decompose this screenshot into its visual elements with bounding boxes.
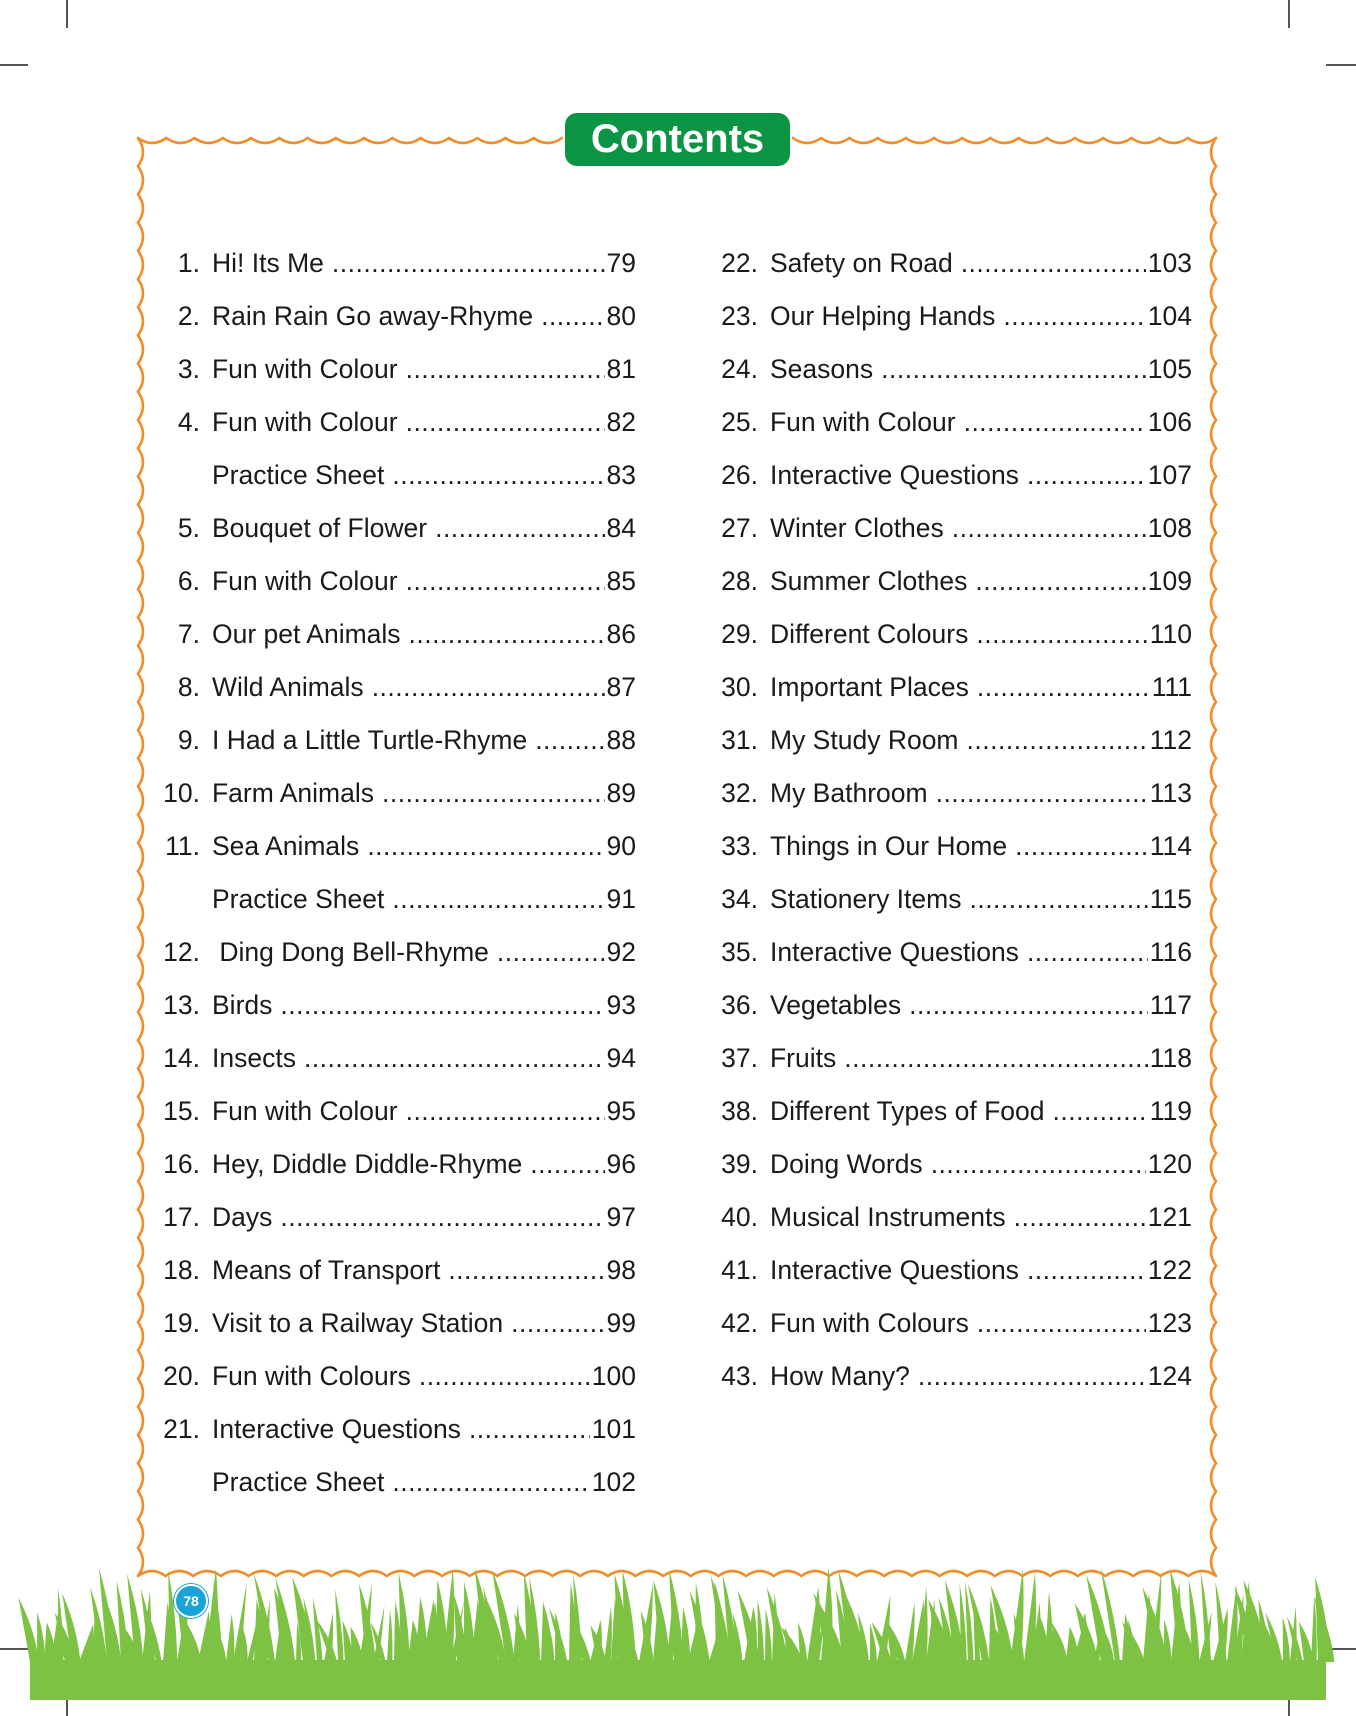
toc-entry-page: 94 xyxy=(606,1043,636,1073)
toc-entry-page: 121 xyxy=(1147,1202,1192,1232)
toc-entry-page: 119 xyxy=(1149,1096,1192,1126)
toc-leader-dots xyxy=(1053,1085,1148,1138)
toc-entry xyxy=(140,555,636,608)
toc-left-column xyxy=(140,237,636,1509)
page-number-badge xyxy=(174,1584,208,1618)
toc-entry-page: 112 xyxy=(1149,725,1192,755)
toc-entry-number: 25. xyxy=(721,407,758,437)
toc-leader-dots xyxy=(1027,926,1148,979)
toc-entry-page: 95 xyxy=(606,1096,636,1126)
toc-entry-title: Fun with Colours xyxy=(770,1308,969,1338)
toc-entry-number: 11. xyxy=(165,831,200,861)
toc-leader-dots xyxy=(469,1403,590,1456)
toc-entry-title: Doing Words xyxy=(770,1149,923,1179)
toc-entry xyxy=(694,555,1192,608)
toc-leader-dots xyxy=(961,237,1146,290)
toc-entry xyxy=(694,1085,1192,1138)
toc-entry-page: 105 xyxy=(1147,354,1192,384)
toc-entry-number: 14. xyxy=(163,1043,200,1073)
toc-entry-page: 102 xyxy=(591,1467,636,1497)
toc-entry-page: 88 xyxy=(606,725,636,755)
toc-entry-page: 114 xyxy=(1149,831,1192,861)
toc-entry-page: 100 xyxy=(591,1361,636,1391)
toc-leader-dots xyxy=(964,396,1146,449)
toc-leader-dots xyxy=(1027,1244,1146,1297)
toc-entry-title: Different Colours xyxy=(770,619,969,649)
toc-entry-number: 23. xyxy=(721,301,758,331)
toc-entry xyxy=(140,1191,636,1244)
toc-entry-page: 117 xyxy=(1149,990,1192,1020)
toc-entry-title: Interactive Questions xyxy=(770,1255,1019,1285)
toc-entry-title: Practice Sheet xyxy=(212,884,385,914)
toc-entry-title: Our Helping Hands xyxy=(770,301,996,331)
toc-entry-title: Fun with Colours xyxy=(212,1361,411,1391)
toc-entry-page: 104 xyxy=(1147,301,1192,331)
toc-entry xyxy=(694,1032,1192,1085)
toc-entry-page: 118 xyxy=(1149,1043,1192,1073)
toc-entry-number: 28. xyxy=(721,566,758,596)
toc-entry-title: Summer Clothes xyxy=(770,566,968,596)
toc-entry-page: 99 xyxy=(606,1308,636,1338)
toc-entry-number: 21. xyxy=(163,1414,200,1444)
toc-entry-number: 34. xyxy=(721,884,758,914)
toc-entry xyxy=(694,820,1192,873)
toc-entry-page: 103 xyxy=(1147,248,1192,278)
toc-entry-page: 108 xyxy=(1147,513,1192,543)
toc-entry-page: 82 xyxy=(606,407,636,437)
toc-leader-dots xyxy=(406,1085,605,1138)
toc-entry-number: 27. xyxy=(721,513,758,543)
toc-entry-title: Birds xyxy=(212,990,273,1020)
toc-leader-dots xyxy=(497,926,605,979)
toc-leader-dots xyxy=(280,979,604,1032)
toc-entry-title: Fun with Colour xyxy=(212,354,398,384)
toc-entry xyxy=(140,1350,636,1403)
toc-entry-title: Things in Our Home xyxy=(770,831,1008,861)
toc-entry-title: Important Places xyxy=(770,672,969,702)
toc-entry xyxy=(140,979,636,1032)
toc-entry-number: 18. xyxy=(163,1255,200,1285)
toc-entry-page: 106 xyxy=(1147,407,1192,437)
toc-entry-title: Days xyxy=(212,1202,273,1232)
toc-entry-number: 17. xyxy=(163,1202,200,1232)
toc-entry xyxy=(694,767,1192,820)
toc-entry-page: 124 xyxy=(1147,1361,1192,1391)
toc-entry-page: 92 xyxy=(606,937,636,967)
toc-entry-title: Winter Clothes xyxy=(770,513,944,543)
toc-entry-title: Musical Instruments xyxy=(770,1202,1006,1232)
toc-entry-number: 20. xyxy=(163,1361,200,1391)
toc-entry xyxy=(140,661,636,714)
toc-entry xyxy=(140,1244,636,1297)
toc-entry xyxy=(694,1191,1192,1244)
toc-entry-number: 13. xyxy=(163,990,200,1020)
toc-entry xyxy=(140,290,636,343)
toc-leader-dots xyxy=(535,714,604,767)
toc-entry-number: 8. xyxy=(177,672,200,702)
toc-entry xyxy=(694,343,1192,396)
toc-entry xyxy=(694,873,1192,926)
toc-entry xyxy=(694,290,1192,343)
toc-leader-dots xyxy=(1015,820,1148,873)
toc-leader-dots xyxy=(372,661,605,714)
toc-entry-number: 30. xyxy=(721,672,758,702)
toc-entry xyxy=(140,449,636,502)
toc-entry-title: Interactive Questions xyxy=(770,460,1019,490)
toc-leader-dots xyxy=(1027,449,1146,502)
toc-leader-dots xyxy=(952,502,1146,555)
toc-leader-dots xyxy=(967,714,1148,767)
toc-entry-page: 110 xyxy=(1149,619,1192,649)
toc-entry-page: 113 xyxy=(1149,778,1192,808)
toc-entry-number: 26. xyxy=(721,460,758,490)
toc-entry xyxy=(140,820,636,873)
toc-entry xyxy=(694,502,1192,555)
toc-leader-dots xyxy=(541,290,604,343)
toc-leader-dots xyxy=(448,1244,604,1297)
toc-entry-number: 6. xyxy=(177,566,200,596)
toc-leader-dots xyxy=(392,1456,589,1509)
toc-entry-page: 81 xyxy=(606,354,636,384)
toc-entry-title: Ding Dong Bell-Rhyme xyxy=(212,937,489,967)
toc-leader-dots xyxy=(844,1032,1148,1085)
toc-leader-dots xyxy=(511,1297,604,1350)
toc-leader-dots xyxy=(382,767,605,820)
toc-leader-dots xyxy=(406,343,605,396)
toc-entry xyxy=(140,502,636,555)
toc-leader-dots xyxy=(976,608,1147,661)
toc-entry-title: Rain Rain Go away-Rhyme xyxy=(212,301,534,331)
toc-entry-title: Seasons xyxy=(770,354,874,384)
toc-entry xyxy=(140,926,636,979)
toc-entry-title: My Study Room xyxy=(770,725,959,755)
toc-entry-title: Practice Sheet xyxy=(212,1467,385,1497)
toc-entry xyxy=(140,1138,636,1191)
toc-entry-number: 16. xyxy=(163,1149,200,1179)
toc-entry-page: 123 xyxy=(1147,1308,1192,1338)
toc-entry-title: Our pet Animals xyxy=(212,619,401,649)
toc-leader-dots xyxy=(918,1350,1146,1403)
toc-entry xyxy=(140,714,636,767)
toc-leader-dots xyxy=(936,767,1148,820)
toc-entry-number: 31. xyxy=(721,725,758,755)
toc-entry xyxy=(140,873,636,926)
toc-entry-title: Visit to a Railway Station xyxy=(212,1308,504,1338)
toc-entry-number: 10. xyxy=(163,778,200,808)
grass-decoration xyxy=(0,1560,1356,1700)
toc-entry xyxy=(694,926,1192,979)
toc-leader-dots xyxy=(530,1138,604,1191)
toc-entry-page: 98 xyxy=(606,1255,636,1285)
toc-entry-title: Interactive Questions xyxy=(770,937,1019,967)
toc-entry-number: 4. xyxy=(177,407,200,437)
toc-entry-number: 41. xyxy=(721,1255,758,1285)
toc-entry xyxy=(140,396,636,449)
toc-entry xyxy=(140,767,636,820)
toc-entry xyxy=(140,1403,636,1456)
toc-entry-number: 19. xyxy=(163,1308,200,1338)
toc-entry xyxy=(140,343,636,396)
toc-entry xyxy=(694,1350,1192,1403)
toc-entry-number: 12. xyxy=(163,937,200,967)
toc-entry-number: 24. xyxy=(721,354,758,384)
toc-entry xyxy=(694,396,1192,449)
toc-entry-page: 122 xyxy=(1147,1255,1192,1285)
toc-entry-page: 116 xyxy=(1149,937,1192,967)
contents-title-text: Contents xyxy=(590,117,765,161)
toc-entry-title: Bouquet of Flower xyxy=(212,513,428,543)
toc-leader-dots xyxy=(1014,1191,1146,1244)
toc-entry-title: Wild Animals xyxy=(212,672,364,702)
toc-entry-number: 40. xyxy=(721,1202,758,1232)
toc-entry xyxy=(140,1297,636,1350)
toc-entry-page: 80 xyxy=(606,301,636,331)
toc-entry-title: Insects xyxy=(212,1043,296,1073)
toc-entry-title: I Had a Little Turtle-Rhyme xyxy=(212,725,528,755)
toc-entry xyxy=(694,449,1192,502)
toc-entry-page: 86 xyxy=(606,619,636,649)
toc-entry xyxy=(694,1297,1192,1350)
toc-leader-dots xyxy=(881,343,1146,396)
toc-entry-page: 115 xyxy=(1149,884,1192,914)
toc-leader-dots xyxy=(909,979,1148,1032)
toc-leader-dots xyxy=(977,661,1150,714)
toc-entry xyxy=(694,608,1192,661)
toc-entry-number: 15. xyxy=(163,1096,200,1126)
toc-entry-title: Safety on Road xyxy=(770,248,953,278)
toc-entry-page: 89 xyxy=(606,778,636,808)
toc-entry-title: Fun with Colour xyxy=(212,407,398,437)
toc-leader-dots xyxy=(931,1138,1146,1191)
toc-leader-dots xyxy=(409,608,605,661)
toc-entry xyxy=(140,608,636,661)
toc-entry-title: Fun with Colour xyxy=(212,1096,398,1126)
toc-entry xyxy=(140,237,636,290)
toc-entry-title: Sea Animals xyxy=(212,831,360,861)
toc-right-column xyxy=(694,237,1192,1403)
toc-entry-page: 107 xyxy=(1147,460,1192,490)
toc-entry xyxy=(694,979,1192,1032)
toc-entry xyxy=(694,1138,1192,1191)
contents-title xyxy=(565,113,790,166)
toc-entry-number: 37. xyxy=(721,1043,758,1073)
toc-entry-number: 36. xyxy=(721,990,758,1020)
toc-entry xyxy=(694,1244,1192,1297)
toc-leader-dots xyxy=(977,1297,1146,1350)
toc-entry-page: 120 xyxy=(1147,1149,1192,1179)
toc-entry-number: 5. xyxy=(177,513,200,543)
toc-entry-page: 83 xyxy=(606,460,636,490)
toc-entry xyxy=(694,714,1192,767)
toc-leader-dots xyxy=(406,555,605,608)
toc-leader-dots xyxy=(392,873,604,926)
toc-entry-title: Interactive Questions xyxy=(212,1414,461,1444)
toc-entry-page: 96 xyxy=(606,1149,636,1179)
toc-entry-page: 97 xyxy=(606,1202,636,1232)
toc-entry-title: Vegetables xyxy=(770,990,902,1020)
toc-entry xyxy=(694,237,1192,290)
toc-entry-title: Fun with Colour xyxy=(770,407,956,437)
toc-entry-page: 84 xyxy=(606,513,636,543)
toc-leader-dots xyxy=(419,1350,590,1403)
toc-leader-dots xyxy=(435,502,604,555)
toc-entry-title: My Bathroom xyxy=(770,778,928,808)
toc-entry-page: 111 xyxy=(1151,672,1192,702)
toc-entry-page: 91 xyxy=(606,884,636,914)
toc-entry-number: 2. xyxy=(177,301,200,331)
toc-leader-dots xyxy=(406,396,605,449)
toc-entry-number: 7. xyxy=(177,619,200,649)
toc-entry-title: Fruits xyxy=(770,1043,837,1073)
toc-entry-title: Stationery Items xyxy=(770,884,962,914)
toc-entry-number: 33. xyxy=(721,831,758,861)
toc-entry-number: 3. xyxy=(177,354,200,384)
toc-entry xyxy=(694,661,1192,714)
toc-entry xyxy=(140,1456,636,1509)
toc-entry-number: 35. xyxy=(721,937,758,967)
toc-leader-dots xyxy=(975,555,1145,608)
toc-entry-page: 93 xyxy=(606,990,636,1020)
toc-entry-page: 85 xyxy=(606,566,636,596)
toc-entry-title: Hey, Diddle Diddle-Rhyme xyxy=(212,1149,523,1179)
toc-entry-number: 42. xyxy=(721,1308,758,1338)
toc-leader-dots xyxy=(280,1191,604,1244)
toc-leader-dots xyxy=(304,1032,605,1085)
toc-leader-dots xyxy=(392,449,604,502)
toc-entry-title: Means of Transport xyxy=(212,1255,441,1285)
toc-entry-number: 39. xyxy=(721,1149,758,1179)
toc-entry-title: Farm Animals xyxy=(212,778,374,808)
toc-entry-page: 79 xyxy=(606,248,636,278)
toc-entry-page: 109 xyxy=(1147,566,1192,596)
toc-entry-number: 9. xyxy=(177,725,200,755)
toc-entry xyxy=(140,1085,636,1138)
toc-entry-number: 22. xyxy=(721,248,758,278)
toc-entry-number: 1. xyxy=(177,248,200,278)
toc-entry-number: 43. xyxy=(721,1361,758,1391)
toc-entry-title: How Many? xyxy=(770,1361,910,1391)
toc-leader-dots xyxy=(969,873,1147,926)
toc-leader-dots xyxy=(367,820,604,873)
toc-entry-page: 90 xyxy=(606,831,636,861)
page-number-text: 78 xyxy=(183,1593,199,1609)
toc-entry-page: 87 xyxy=(606,672,636,702)
toc-entry-number: 32. xyxy=(721,778,758,808)
toc-entry-number: 29. xyxy=(721,619,758,649)
toc-leader-dots xyxy=(1003,290,1145,343)
toc-entry-title: Different Types of Food xyxy=(770,1096,1045,1126)
toc-entry-page: 101 xyxy=(591,1414,636,1444)
toc-entry-title: Hi! Its Me xyxy=(212,248,324,278)
toc-entry-title: Practice Sheet xyxy=(212,460,385,490)
toc-entry-number: 38. xyxy=(721,1096,758,1126)
toc-leader-dots xyxy=(332,237,605,290)
toc-entry xyxy=(140,1032,636,1085)
toc-entry-title: Fun with Colour xyxy=(212,566,398,596)
